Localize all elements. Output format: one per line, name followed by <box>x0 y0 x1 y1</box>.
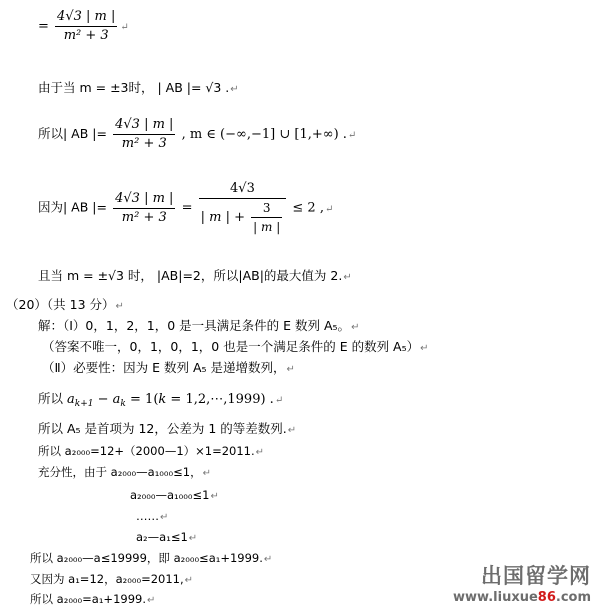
answer-line-12 <box>30 571 193 589</box>
paragraph-mark: ↵ <box>347 130 357 141</box>
paragraph-mark: ↵ <box>115 301 124 312</box>
answer-text: 所以 A₅ 是首项为 12，公差为 1 的等差数列. <box>38 421 287 436</box>
paragraph-mark: ↵ <box>202 468 211 479</box>
equation-suffix: ≤ 2 , <box>292 200 324 216</box>
watermark-url-suffix: .com <box>555 590 591 605</box>
answer-line-13 <box>30 591 155 609</box>
fraction-numerator: 4√3 | m | <box>113 116 175 135</box>
watermark-title: 出国留学网 <box>481 564 591 588</box>
paragraph-mark: ↵ <box>188 533 198 544</box>
fraction-denominator <box>199 199 287 236</box>
paragraph-mark: ↵ <box>184 575 194 586</box>
answer-text: 所以 a₂₀₀₀=12+（2000—1）×1=2011. <box>38 444 255 458</box>
answer-text: 又因为 a₁=12，a₂₀₀₀=2011, <box>30 572 184 586</box>
answer-line-5 <box>38 421 296 439</box>
fraction-numerator: 4√3 | m | <box>113 190 175 209</box>
paragraph-mark: ↵ <box>120 22 129 33</box>
paragraph-mark: ↵ <box>286 364 295 375</box>
statement-text: 由于当 m = ±3时， | AB |= √3 . <box>38 80 230 95</box>
compound-fraction <box>199 180 287 236</box>
statement-line-5 <box>38 268 352 286</box>
answer-text: a₂₀₀₀—a₁₀₀₀≤1 <box>130 488 210 502</box>
answer-line-7 <box>38 464 211 482</box>
watermark <box>453 560 591 605</box>
paragraph-mark: ↵ <box>230 84 239 95</box>
answer-line-6 <box>38 443 264 461</box>
fraction-denominator: m² + 3 <box>121 136 167 151</box>
equation-prefix: 所以| AB |= <box>38 126 107 141</box>
fraction-denominator: m² + 3 <box>121 209 167 225</box>
inner-numerator: 3 <box>251 199 282 218</box>
answer-line-4: 所以 $a_{k+1} - a_k = 1(k$ = 1,2,⋯,1999) .↵ <box>38 391 284 409</box>
answer-text: 解：（Ⅰ）0，1，2，1，0 是一具满足条件的 E 数列 A₅。 <box>38 318 351 333</box>
paragraph-mark: ↵ <box>324 203 334 215</box>
equals-sign: = <box>38 19 49 34</box>
paragraph-mark: ↵ <box>351 322 360 333</box>
paragraph-mark: ↵ <box>210 491 219 502</box>
watermark-url <box>453 590 591 605</box>
equation-prefix: 因为| AB |= <box>38 199 107 215</box>
fraction <box>55 8 117 45</box>
fraction-numerator: 4√3 <box>199 180 287 199</box>
paragraph-mark: ↵ <box>255 447 265 458</box>
equation-suffix: , m ∈ (−∞,−1] ∪ [1,+∞) . <box>181 127 347 142</box>
fraction-denominator: m² + 3 <box>63 28 109 43</box>
answer-text: …… <box>136 509 159 523</box>
answer-text: （Ⅱ）必要性：因为 E 数列 A₅ 是递增数列， <box>42 360 286 375</box>
equation-line-3 <box>38 116 356 153</box>
denominator-term: | m | + <box>200 210 246 225</box>
fraction-numerator: 4√3 | m | <box>55 8 117 27</box>
statement-text: 且当 m = ±√3 时， |AB|=2，所以|AB|的最大值为 2. <box>38 268 343 283</box>
answer-line-10 <box>136 529 197 547</box>
paragraph-mark: ↵ <box>147 595 156 606</box>
inner-denominator: | m | <box>253 220 281 234</box>
fraction <box>113 116 175 153</box>
fraction <box>113 190 175 227</box>
answer-text: 所以 a₂₀₀₀=a₁+1999. <box>30 592 146 606</box>
answer-line-9 <box>136 508 168 526</box>
equals-sign: = <box>181 200 193 216</box>
inner-fraction <box>251 199 282 236</box>
answer-line-3 <box>42 360 295 378</box>
paragraph-mark: ↵ <box>263 554 273 565</box>
answer-line-11 <box>30 550 272 568</box>
answer-text: 所以 a₂₀₀₀—a≤19999，即 a₂₀₀₀≤a₁+1999. <box>30 551 263 565</box>
watermark-url-number: 86 <box>537 590 556 605</box>
equation-line-4 <box>38 180 333 236</box>
header-text: （20）（共 13 分） <box>6 297 115 312</box>
statement-line-2 <box>38 80 239 98</box>
equation-line-1 <box>38 8 129 45</box>
paragraph-mark: ↵ <box>287 425 297 436</box>
answer-line-8 <box>130 487 219 505</box>
answer-text: a₂—a₁≤1 <box>136 530 188 544</box>
paragraph-mark: ↵ <box>420 343 429 354</box>
question-20-header <box>6 297 124 315</box>
paragraph-mark: ↵ <box>160 512 169 523</box>
answer-text: 充分性，由于 a₂₀₀₀—a₁₀₀₀≤1， <box>38 465 202 479</box>
answer-text: （答案不唯一，0，1，0，1，0 也是一个满足条件的 E 的数列 A₅） <box>42 339 420 354</box>
paragraph-mark: ↵ <box>274 395 284 406</box>
watermark-url-prefix: www.liuxue <box>453 590 538 605</box>
paragraph-mark: ↵ <box>343 272 352 283</box>
answer-line-1 <box>38 318 359 336</box>
answer-line-2 <box>42 339 429 357</box>
